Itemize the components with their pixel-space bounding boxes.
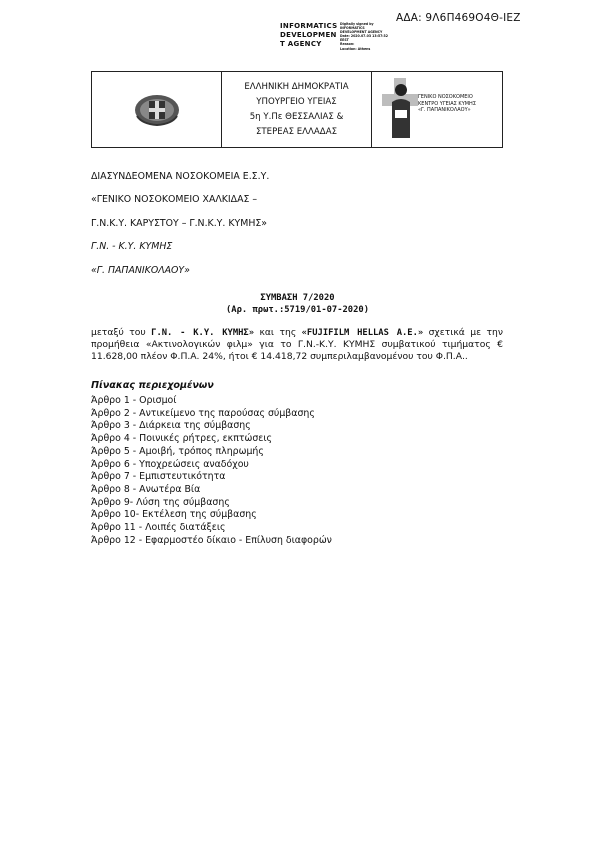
stamp-detail-line: Date: 2020.07.03 13:57:32 [340,34,388,39]
toc-item: Άρθρο 4 - Ποινικές ρήτρες, εκπτώσεις [91,433,273,445]
paragraph-party2: «FUJIFILM HELLAS Α.Ε.» [301,328,424,338]
hospital-logo-text [418,94,476,114]
stamp-detail-line: Location: Athens [340,46,371,51]
letterhead-table [91,71,503,148]
heading-line: ΣΤΕΡΕΑΣ ΕΛΛΑΔΑΣ [255,126,337,137]
digital-signature-stamp-details [340,22,402,51]
greek-coat-of-arms-icon [132,92,182,128]
stamp-detail-line: Reason: [340,42,355,47]
hospital-chalkida-line: «ΓΕΝΙΚΟ ΝΟΣΟΚΟΜΕΙΟ ΧΑΛΚΙΔΑΣ – [91,194,258,205]
hospital-kymi-line: Γ.Ν. - Κ.Υ. ΚΥΜΗΣ [91,241,173,252]
stamp-title-line: DEVELOPMEN [280,31,337,39]
toc-item: Άρθρο 11 - Λοιπές διατάξεις [91,522,226,534]
logo-text-line: ΚΕΝΤΡΟ ΥΓΕΙΑΣ ΚΥΜΗΣ [418,100,476,107]
logo-text-line: ΓΕΝΙΚΟ ΝΟΣΟΚΟΜΕΙΟ [418,94,473,100]
heading-line: ΥΠΟΥΡΓΕΙΟ ΥΓΕΙΑΣ [256,96,337,107]
ada-code: ΑΔΑ: 9Λ6Π469Ο4Θ-ΙΕΖ [396,12,521,24]
contract-protocol: (Αρ. πρωτ.:5719/01-07-2020) [226,305,369,315]
heading-line: 5η Υ.Πε ΘΕΣΣΑΛΙΑΣ & [249,111,344,122]
toc-item: Άρθρο 5 - Αμοιβή, τρόπος πληρωμής [91,445,264,457]
paragraph-rest: σχετικά με την προμήθεια «Ακτινολογικών φιλμ» για το Γ.Ν.-Κ.Υ. ΚΥΜΗΣ συμβατικού τιμήματος € 11.628,00 πλέον Φ.Π.Α. 24%, ήτοι € 14.418,72 συμπεριλαμβανομένου του Φ.Π.Α.. [91,327,503,362]
stamp-detail-line: EEST [340,38,349,43]
heading-line: ΕΛΛΗΝΙΚΗ ΔΗΜΟΚΡΑΤΙΑ [244,81,349,92]
toc-item: Άρθρο 9- Λύση της σύμβασης [91,496,230,508]
paragraph-mid: και της [254,327,302,338]
paragraph-party1: Γ.Ν. - Κ.Υ. ΚΥΜΗΣ» [151,328,255,338]
toc-item: Άρθρο 3 - Διάρκεια της σύμβασης [91,420,251,432]
ministry-heading-cell [222,72,372,147]
logo-text-line: «Γ. ΠΑΠΑΝΙΚΟΛΑΟΥ» [418,107,471,113]
stamp-title-line: INFORMATICS [280,22,338,30]
toc-item: Άρθρο 8 - Ανωτέρα Βία [91,483,201,495]
stamp-detail-line: INFORMATICS [340,26,365,31]
hospital-logo-cell [372,72,502,147]
toc-item: Άρθρο 12 - Εφαρμοστέο δίκαιο - Επίλυση διαφορών [91,534,332,546]
hospital-karystos-kymi-line: Γ.Ν.Κ.Υ. ΚΑΡΥΣΤΟΥ – Γ.Ν.Κ.Υ. ΚΥΜΗΣ» [91,218,268,229]
coat-of-arms-cell [92,72,222,147]
toc-list [91,395,332,547]
stamp-detail-line: Digitally signed by [340,22,374,26]
paragraph-prefix: μεταξύ του [91,327,152,338]
contract-title: ΣΥΜΒΑΣΗ 7/2020 [260,293,335,303]
toc-item: Άρθρο 1 - Ορισμοί [91,395,177,406]
stamp-title-line: T AGENCY [280,40,322,48]
stamp-detail-line: DEVELOPMENT AGENCY [340,30,383,35]
toc-item: Άρθρο 6 - Υποχρεώσεις αναδόχου [91,458,249,470]
toc-item: Άρθρο 2 - Αντικείμενο της παρούσας σύμβασης [91,407,315,419]
hospital-papanikolaou-line: «Γ. ΠΑΠΑΝΙΚΟΛΑΟΥ» [91,265,190,276]
toc-title: Πίνακας περιεχομένων [91,380,214,391]
digital-signature-stamp-title [280,22,337,49]
hospitals-line: ΔΙΑΣΥΝΔΕΟΜΕΝΑ ΝΟΣΟΚΟΜΕΙΑ Ε.Σ.Υ. [91,171,270,182]
toc-item: Άρθρο 10- Εκτέλεση της σύμβασης [91,509,257,521]
toc-item: Άρθρο 7 - Εμπιστευτικότητα [91,471,226,483]
hospital-cross-logo-icon [380,76,422,144]
contract-paragraph [91,327,503,363]
